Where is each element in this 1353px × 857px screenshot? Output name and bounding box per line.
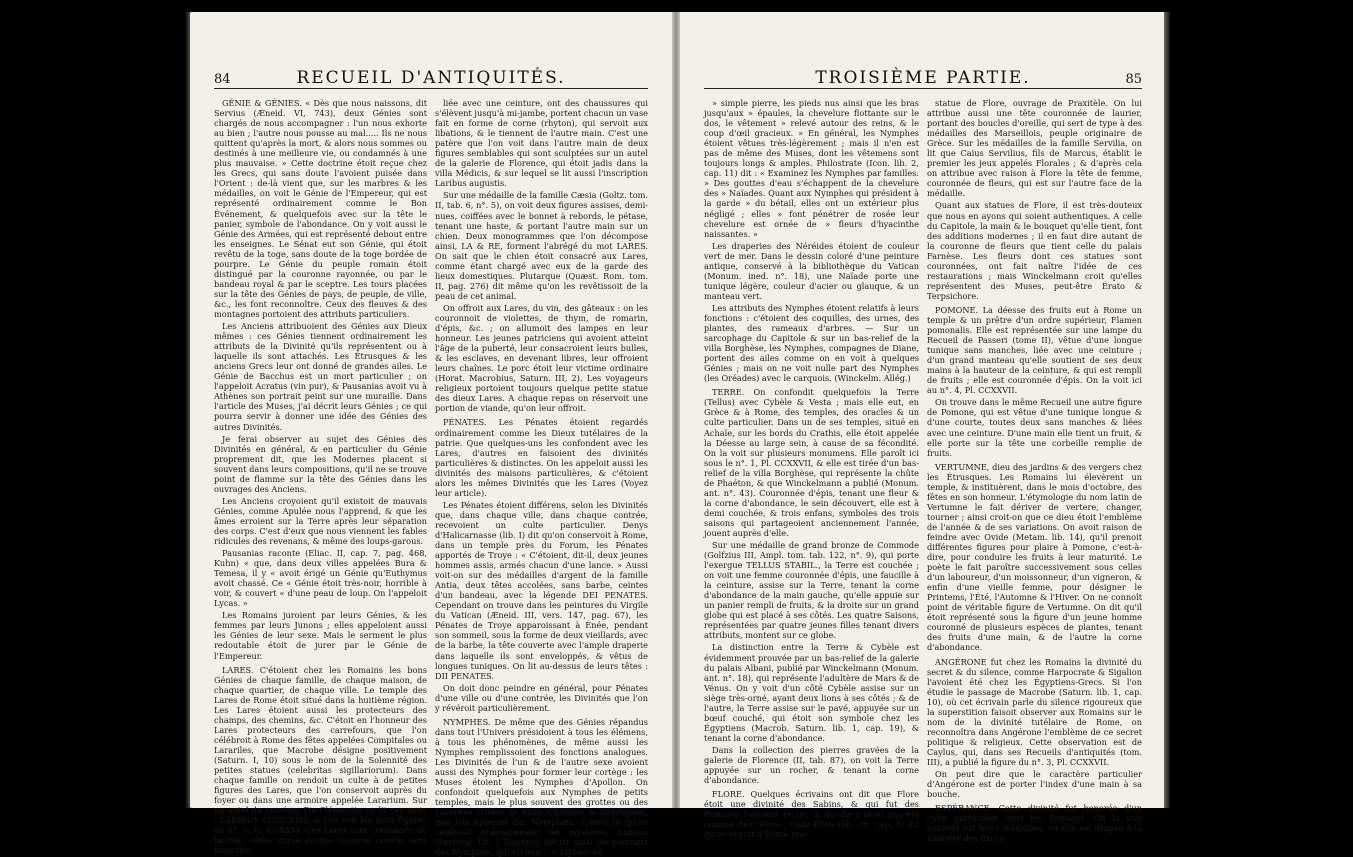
right-column-1 (704, 98, 919, 840)
right-page-header (704, 60, 1142, 89)
left-page-header (214, 60, 648, 89)
right-page (680, 12, 1166, 844)
paragraph: » simple pierre, les pieds nus ainsi que les bras jusqu'aux » épaules, la chevelure flottante sur le dos, le vêtement » relevé autour des reins, & le coup d'œil gracieux. » En général, les Nymphes étoient vêtues très-légèrement ; mais il n'en est pas de même des Muses, dont les vêtemens sont toujours longs & amples. Philostrate (Icon. lib. 2, cap. 11) dit : « Examinez les Nymphes par familles. » Des gouttes d'eau s'échappent de la chevelure des » Naïades. Quant aux Nymphes qui président à la garde » du bétail, elles ont un extérieur plus négligé ; elles » font pénétrer de rosée leur chevelure est ornée de » fleurs d'hyacinthe naissantes. » (704, 98, 919, 239)
paragraph: On doit donc peindre en général, pour Pénates d'une ville ou d'une contrée, les Divinités que l'on y révéroit particulièrement. (435, 682, 648, 713)
left-running-title: RECUEIL D'ANTIQUITÉS. (296, 68, 566, 88)
paragraph: Sur une médaille de grand bronze de Commode (Golfzius III, Ampl. tom. tab. 122, n°. 9), qui porte l'exergue TELLUS STABIL., la Terre est couchée ; on voit une femme couronnée d'épis, une faucille à la ceinture, assise sur la Terre, tenant la corne d'abondance de la main gauche, qu'elle appuie sur un panier rempli de fruits, & la droite sur un grand globe qui est placé à ses côtés. Les quatre Saisons, représentées par quatre jeunes filles tenant divers attributs, montent sur ce globe. (704, 540, 919, 641)
paragraph: Sur une médaille de la famille Cæsia (Goltz. tom. II, tab. 6, n°. 5), on voit deux figures assises, demi-nues, coiffées avec le bonnet à rebords, le pétase, tenant une haste, & portant l'autre main sur un chien. Deux monogrammes que l'on décompose ainsi, LA & RE, forment l'abrégé du mot LARES. On sait que le chien étoit consacré aux Lares, comme étant chargé avec eux de la garde des lieux domestiques. Plutarque (Quæst. Rom. tom. II, pag. 276) dit même qu'on les revêtissoit de la peau de cet animal. (435, 190, 648, 301)
paragraph: Quant aux statues de Flore, il est très-douteux que nous en ayons qui soient authentiques. A celle du Capitole, la main & le bouquet qu'elle tient, font des additions modernes ; il en faut dire autant de la couronne de fleurs que tient celle du palais Farnèse. Les fleurs dont ces statues sont couronnées, ont fait naître l'idée de ces restaurations ; mais Winckelmann croit qu'elles représentent des Muses, peut-être Érato & Terpsichore. (927, 200, 1142, 301)
left-page (190, 12, 672, 857)
paragraph: PÉNATES. Les Pénates étoient regardés ordinairement comme les Dieux tutélaires de la patrie. Que quelques-uns les confondent avec les Lares, d'autres en faisoient des divinités particulières & distinctes. On les appeloit aussi les divinités des maisons particulières, & c'étoient alors les mêmes Divinités que les Lares (Voyez leur article). (435, 417, 648, 498)
book-gutter (672, 12, 680, 808)
paragraph: Les Pénates étoient différens, selon les Divinités que, dans chaque ville, dans chaque contrée, recevoient un culte particulier. Denys d'Halicarnasse (lib. I) dit qu'on conservoit à Rome, dans un temple près du Forum, les Pénates apportés de Troye : « C'étoient, dit-il, deux jeunes hommes assis, armés chacun d'une lance. » Aussi voit-on sur des médailles d'argent de la famille Antia, deux têtes accolées, sans barbe, ceintes d'un bandeau, avec la légende DEI PENATES. Cependant on trouve dans les peintures du Virgile du Vatican (Æneid. III, vers. 147, pag. 67), les Pénates de Troye apparoissant à Énée, pendant son sommeil, sous la forme de deux vieillards, avec de la barbe, la tête couverte avec l'ample draperie dans laquelle ils sont enveloppés, & vêtus de longues tuniques. On lit au-dessus de leurs têtes : DII PENATES. (435, 499, 648, 681)
paragraph: Les draperies des Néréides étoient de couleur vert de mer. Dans le dessin coloré d'une peinture antique, conservé à la bibliothèque du Vatican (Monum. ined. n°. 18), une Naïade porte une tunique légère, couleur d'acier ou glauque, & un manteau vert. (704, 240, 919, 301)
right-column-2 (927, 98, 1142, 844)
right-page-number: 85 (1125, 72, 1142, 87)
paragraph: liée avec une ceinture, ont des chaussures qui s'élèvent jusqu'à mi-jambe, portent chacun un vase fait en forme de corne (rhyton), qui servoit aux libations, & le tiennent de l'autre main. C'est une patère que l'on voit dans l'autre main de deux figures semblables qui sont sculptées sur un autel de la galerie de Florence, qui étoit jadis dans la villa Médicis, & sur lequel se lit aussi l'inscription Laribus augustis. (435, 98, 648, 189)
paragraph: NYMPHES. De même que des Génies répandus dans tout l'Univers présidoient à tous les élémens, à tous les phénomènes, de même aussi les Nymphes remplissoient des fonctions analogues. Les Divinités de l'un & de l'autre sexe avoient aussi des Nymphes pour former leur cortège : les Muses étoient les Nymphes d'Apollon. On confondoit quelquefois aux Nymphes de petits temples, mais le plus souvent des grottes ou des cavernes ornées de main d'homme & ombragées, que l'on appeloit des Nymphæa. C'étoit là qu'on célébroit ordinairement les mystères. Longus (Pastoral. lib. 1 Daphnis) décrit ainsi les portraits des Nymphes, qui étoient « sculptées en (435, 716, 648, 857)
paragraph: Les Anciens croyoient qu'il existoit de mauvais Génies, comme Apulée nous l'apprend, & que les âmes erroient sur la Terre après leur séparation des corps. C'est d'eux que nous viennent les fables ridicules des revenans, & même des loups-garous. (214, 495, 427, 547)
paragraph: On peut dire que le caractère particulier d'Angérone est de porter l'index d'une main à sa bouche. (927, 769, 1142, 800)
paragraph: Les Anciens attribuoient des Génies aux Dieux mêmes : ces Génies tiennent ordinairement les attributs de la Divinité qu'ils représentent ou à laquelle ils sont attachés. Les Étrusques & les anciens Grecs leur ont donné de grandes ailes. Le Génie de Bacchus est un mort particulier ; on l'appeloit Acratus (vin pur), & Pausanias avoit vu à Athènes son portrait peint sur une muraille. Dans l'article des Muses, j'ai décrit leurs Génies ; ce qui pourra servir à donner une idée des Génies des autres Divinités. (214, 321, 427, 432)
paragraph: On offroit aux Lares, du vin, des gâteaux : on les couronnoit de violettes, de thym, de romarin, d'épis, &c. ; on allumoit des lampes en leur honneur. Les jeunes patriciens qui avoient atteint l'âge de la puberté, leur consacroient leurs bulles, & les esclaves, en devenant libres, leur offroient leurs chaînes. Le porc étoit leur victime ordinaire (Horat. Macrobius, Saturn. III, 2). Les voyageurs religieux portoient toujours quelque petite statue des dieux Lares. A chaque repas on réservoit une portion de viande, qu'on leur offroit. (435, 302, 648, 414)
paragraph: Je ferai observer au sujet des Génies des Divinités en général, & en particulier du Génie proprement dit, que les Modernes placent si souvent dans leurs compositions, qu'il ne se trouve point de flamme sur la tête des Génies dans les ouvrages des Anciens. (214, 433, 427, 494)
paragraph: ESPÉRANCE. Cette divinité fut honorée d'un culte particulier chez les Romains. On la voit souvent sur leurs médailles, où elle est drapée à la manière des Étrus- (927, 803, 1142, 844)
paragraph: GÉNIE & GÉNIES. « Dès que nous naissons, dit Servius (Æneid. VI, 743), deux Génies sont chargés de nous accompagner : l'un nous exhorte au bien ; l'autre nous pousse au mal..... Ils ne nous quittent qu'après la mort, & alors nous sommes ou destinés à une meilleure vie, ou condamnés à une plus mauvaise. » Cette doctrine étoit reçue chez les Grecs, qui sans doute l'avoient puisée dans l'Orient : de-là vient que, sur les marbres & les médailles, on voit le Génie de l'Empereur, qui est représenté ordinairement comme le Bon Événement, & quelquefois avec sur la tête le panier, symbole de l'abondance. On y voit aussi le Génie des Armées, qui est représenté debout entre les enseignes. Le Sénat eut son Génie, qui étoit revêtu de la toge, sans doute de la toge bordée de pourpre. Le Génie du peuple romain étoit distingué par la couronne rayonnée, ou par le bandeau royal & par le sceptre. Les tours placées sur la tête des Génies de pays, de peuple, de ville, &c., les font reconnoître. Ceux des fleuves & des montagnes portoient des attributs particuliers. (214, 98, 427, 319)
left-page-number: 84 (214, 72, 231, 87)
paragraph: La distinction entre la Terre & Cybèle est évidemment prouvée par un bas-relief de la galerie du palais Albani, publié par Winckelmann (Monum. ant. n°. 18), qui représente l'adultère de Mars & de Vénus. On y voit d'un côté Cybèle assise sur un siège très-orné, ayant deux lions à ses côtés ; & de l'autre, la Terre assise sur le pavé, appuyée sur un bœuf couché, qui étoit son symbole chez les Égyptiens (Macrob. Saturn. lib. 1, cap. 19), & tenant la corne d'abondance. (704, 642, 919, 743)
paragraph: On trouve dans le même Recueil une autre figure de Pomone, qui est vêtue d'une tunique longue & d'une courte, toutes deux sans manches & liées avec une ceinture. D'une main elle tient un fruit, & elle porte sur la tête une corbeille remplie de fruits. (927, 397, 1142, 458)
left-column-2 (435, 98, 648, 857)
left-page-columns (214, 98, 648, 857)
paragraph: FLORE. Quelques écrivains ont dit que Flore étoit une divinité des Sabins, & qui fut des Romains l'avoient reçue, & qu'elle n'avoit pas été connue des Grecs ; mais Pline (lib. 36, cap. 5) dit qu'on voyoit à Rome une (704, 789, 919, 840)
paragraph: statue de Flore, ouvrage de Praxitèle. On lui attribue aussi une tête couronnée de laurier, portant des boucles d'oreille, qui sert de type à des médailles des Marseillois, peuple originaire de Grèce. Sur les médailles de la famille Servilia, on lit que Caius Servilius, fils de Marcus, établit le premier les jeux appelés Florales ; & d'après cela on attribue avec raison à Flore la tête de femme, couronnée de fleurs, qui est sur l'autre face de la médaille. (927, 98, 1142, 199)
paragraph: Les attributs des Nymphes étoient relatifs à leurs fonctions : c'étoient des coquilles, des urnes, des plantes, des rameaux d'arbres. — Sur un sarcophage du Capitole & sur un bas-relief de la villa Borghèse, les Nymphes, compagnes de Diane, portent des ailes comme on en voit à quelques Génies ; mais on ne voit nulle part des Nymphes (les Oréades) avec le carquois. (Winckelm. Allég.) (704, 302, 919, 384)
paragraph: TERRE. On confondit quelquefois la Terre (Tellus) avec Cybèle & Vesta ; mais elle eut, en Grèce & à Rome, des temples, des oracles & un culte particulier. Dans un de ses temples, situé en Achaïe, sur les bords du Crathis, elle étoit appelée la Déesse au large sein, à cause de sa fécondité. On la voit sur plusieurs monumens. Elle paroît ici sous le n°. 1, Pl. CCXXVII, & elle est tirée d'un bas-relief de la villa Borghèse, qui représente la chûte de Phaéton, & que Winckelmann a publié (Monum. ant. n°. 43). Couronnée d'épis, tenant une fleur & la corne d'abondance, le sein découvert, elle est à demi couchée, & trois enfans, symboles des trois saisons qui partageoient anciennement l'année, jouent auprès d'elle. (704, 387, 919, 538)
paragraph: Les Romains juroient par leurs Génies, & les femmes par leurs Junons ; elles appeloient aussi les Génies de leur sexe. Mais le serment le plus redoutable étoit de jurer par le Génie de l'Empereur. (214, 610, 427, 661)
paragraph: POMONE. La déesse des fruits eut à Rome un temple & un prêtre d'un ordre supérieur, Flamen pomonalis. Elle est représentée sur une lampe du Recueil de Passeri (tome II), vêtue d'une longue tunique sans manches, liée avec une ceinture ; d'un grand manteau qu'elle soutient de ses deux mains à la hauteur de la ceinture, & qui est rempli de fruits ; elle est couronnée d'épis. On la voit ici au n°. 4, Pl. CCXXVII. (927, 304, 1142, 396)
paragraph: LARES. C'étoient chez les Romains les bons Génies de chaque famille, de chaque maison, de chaque quartier, de chaque ville. Le temple des Lares de Rome étoit situé dans la huitième région. Les Lares étoient aussi les protecteurs des champs, des chemins, &c. C'étoit en l'honneur des Lares protecteurs des carrefours, que l'on célébroit à Rome des fêtes appelées Compitales ou Larariles, que Macrobe désigne positivement (Saturn. I, 10) sous le nom de la Solennité des petites statues (celebritas sigillariorum). Dans chaque famille on rendoit un culte à de petites figures des Lares, que l'on conservoit auprès du foyer ou dans une armoire appelée Lararium. Sur un autel du muséum Pio-Clémentin on lit ces mots : LARIBUS AUGUSTIS, & l'on voit les deux figures du n°. 3, Pl. CCXXVI. Ces Lares sont couronnés de laurier, vêtus d'une simple tunique courte sans manches, (214, 664, 427, 856)
left-column-1 (214, 98, 427, 856)
paragraph: VERTUMNE, dieu des jardins & des vergers chez les Étrusques. Les Romains lui élevèrent un temple, & instituèrent, dans le mois d'octobre, des fêtes en son honneur. L'étymologie du nom latin de Vertumne le fait dériver de vertere, changer, tourner ; ainsi croit-on que ce dieu étoit l'emblème de l'année & de ses variations. On avoit raison de feindre avec Ovide (Metam. lib. 14), qu'il prenoit différentes figures pour plaire à Pomone, c'est-à-dire, pour conduire les fruits à leur maturité. Le poète le fait paroître successivement sous celles d'un laboureur, d'un moissonneur, d'un vigneron, & enfin d'une vieille femme, pour désigner le Printems, l'Été, l'Automne & l'Hiver. On ne connoît point de véritable figure de Vertumne. On dit qu'il étoit représenté sous la figure d'un jeune homme couronné de plusieurs espèces de plantes, tenant des fruits d'une main, & de l'autre la corne d'abondance. (927, 461, 1142, 653)
right-running-title: TROISIÈME PARTIE. (815, 68, 1031, 88)
paragraph: ANGÉRONE fut chez les Romains la divinité du secret & du silence, comme Harpocrate & Sigalion l'avoient été chez les Égyptiens-Grecs. Si l'on étudie le passage de Macrobe (Saturn. lib. 1, cap. 10), où cet écrivain parle du silence rigoureux que la superstition faisoit observer aux Romains sur le nom de la divinité tutélaire de Rome, on reconnoîtra dans Angérone l'emblème de ce secret politique & religieux. Cette observation est de Caylus, qui, dans ses Recueils d'antiquités (tom. III), a publié la figure du n°. 3, Pl. CCXXVII. (927, 656, 1142, 767)
paragraph: Pausanias raconte (Eliac. II, cap. 7, pag. 468, Kuhn) « que, dans deux villes appelées Bura & Temesa, il y « avoit érigé un Génie qu'Euthymus avoit chassé. Ce « Génie étoit très-noir, horrible à voir, & couvert « d'une peau de loup. On l'appeloit Lycas. » (214, 548, 427, 609)
right-page-edge (1164, 12, 1170, 808)
paragraph: Dans la collection des pierres gravées de la galerie de Florence (II, tab. 87), on voit la Terre appuyée sur un rocher, & tenant la corne d'abondance. (704, 744, 919, 786)
right-page-columns (704, 98, 1142, 844)
